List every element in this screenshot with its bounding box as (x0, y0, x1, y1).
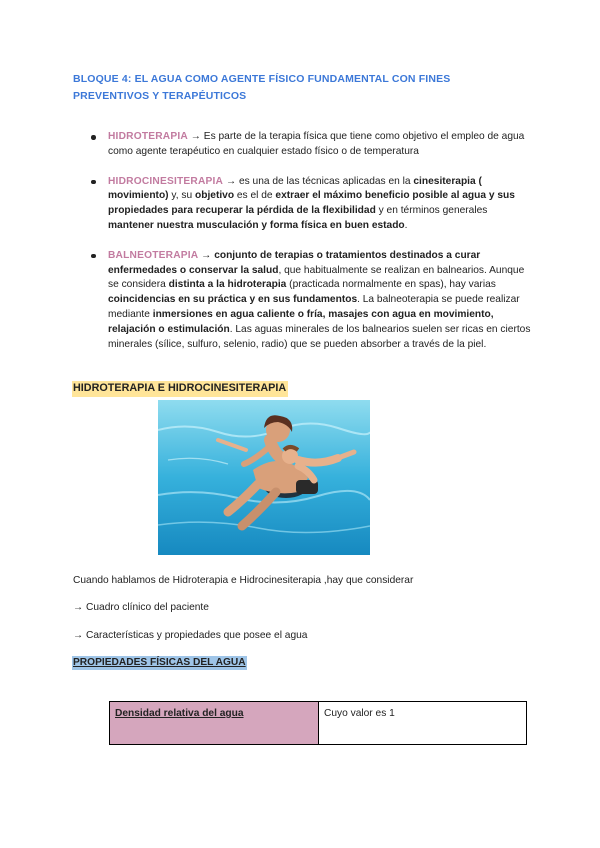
definition-text: → Es parte de la terapia física que tiene como objetivo el empleo de agua como agente terapéutico en cualquier estado físico o de temperatura (108, 131, 525, 157)
properties-table (109, 701, 527, 745)
definition-emphasis: mantener nuestra musculación y forma física en buen estado (108, 219, 405, 231)
term-label: HIDROCINESITERAPIA (108, 175, 224, 187)
arrow-item-properties: → Características y propiedades que posee el agua (73, 630, 308, 641)
definition-text: . La balneoterapia se puede realizar mediante (108, 294, 520, 320)
intro-line: Cuando hablamos de Hidroterapia e Hidrocinesiterapia ,hay que considerar (73, 575, 414, 586)
definition-hidroterapia (88, 130, 533, 160)
definition-emphasis: inmersiones en agua caliente o fría, masajes con agua en movimiento, relajación o estimulación (108, 308, 494, 335)
property-value-cell: Cuyo valor es 1 (319, 702, 527, 745)
definition-text: . Las aguas minerales de los balnearios suelen ser ricas en ciertos minerales (sílice, sulfuro, selenio, radio) que se pueden absorber a través de la piel. (108, 323, 531, 350)
property-name-cell: Densidad relativa del agua (110, 702, 319, 745)
definition-body (108, 250, 530, 350)
definition-emphasis: objetivo (195, 190, 235, 202)
definition-emphasis: conjunto de terapias o tratamientos destinados a curar enfermedades o conservar la salud (108, 249, 481, 276)
definition-text: → (198, 249, 215, 261)
definitions-list (88, 130, 533, 367)
term-label: BALNEOTERAPIA (108, 249, 199, 261)
table-row (110, 702, 527, 745)
block-heading (73, 71, 533, 105)
definition-text: y en términos generales (375, 205, 488, 217)
pool-therapy-photo (158, 400, 370, 555)
definition-emphasis: extraer el máximo beneficio posible al agua y sus propiedades para recuperar la pérdida de la flexibilidad (108, 190, 515, 217)
definition-emphasis: distinta a la hidroterapia (168, 279, 287, 291)
definition-emphasis: coincidencias en su práctica y en sus fundamentos (108, 294, 358, 306)
properties-title: PROPIEDADES FÍSICAS DEL AGUA (73, 657, 246, 668)
definition-text: → es una de las técnicas aplicadas en la (223, 175, 414, 187)
term-label: HIDROTERAPIA (108, 131, 188, 142)
block-heading-line-1: BLOQUE 4: EL AGUA COMO AGENTE FÍSICO FUNDAMENTAL CON FINES (73, 73, 451, 85)
definition-hidrocinesiterapia (88, 175, 533, 234)
definition-text: y, su (168, 190, 195, 202)
block-heading-line-2: PREVENTIVOS Y TERAPÉUTICOS (73, 90, 247, 102)
definition-text: , que habitualmente se realizan en balnearios. Aunque se considera (108, 264, 525, 291)
definition-balneoterapia (88, 249, 533, 353)
definition-emphasis: cinesiterapia ( movimiento) (108, 175, 482, 202)
definition-text: . (404, 219, 408, 231)
definition-text: es el de (234, 190, 276, 202)
pool-therapy-illustration (158, 400, 370, 555)
arrow-item-clinical: → Cuadro clínico del paciente (73, 602, 209, 613)
definition-text: (practicada normalmente en spas), hay varias (286, 279, 496, 291)
section-title: HIDROTERAPIA E HIDROCINESITERAPIA (72, 381, 288, 397)
